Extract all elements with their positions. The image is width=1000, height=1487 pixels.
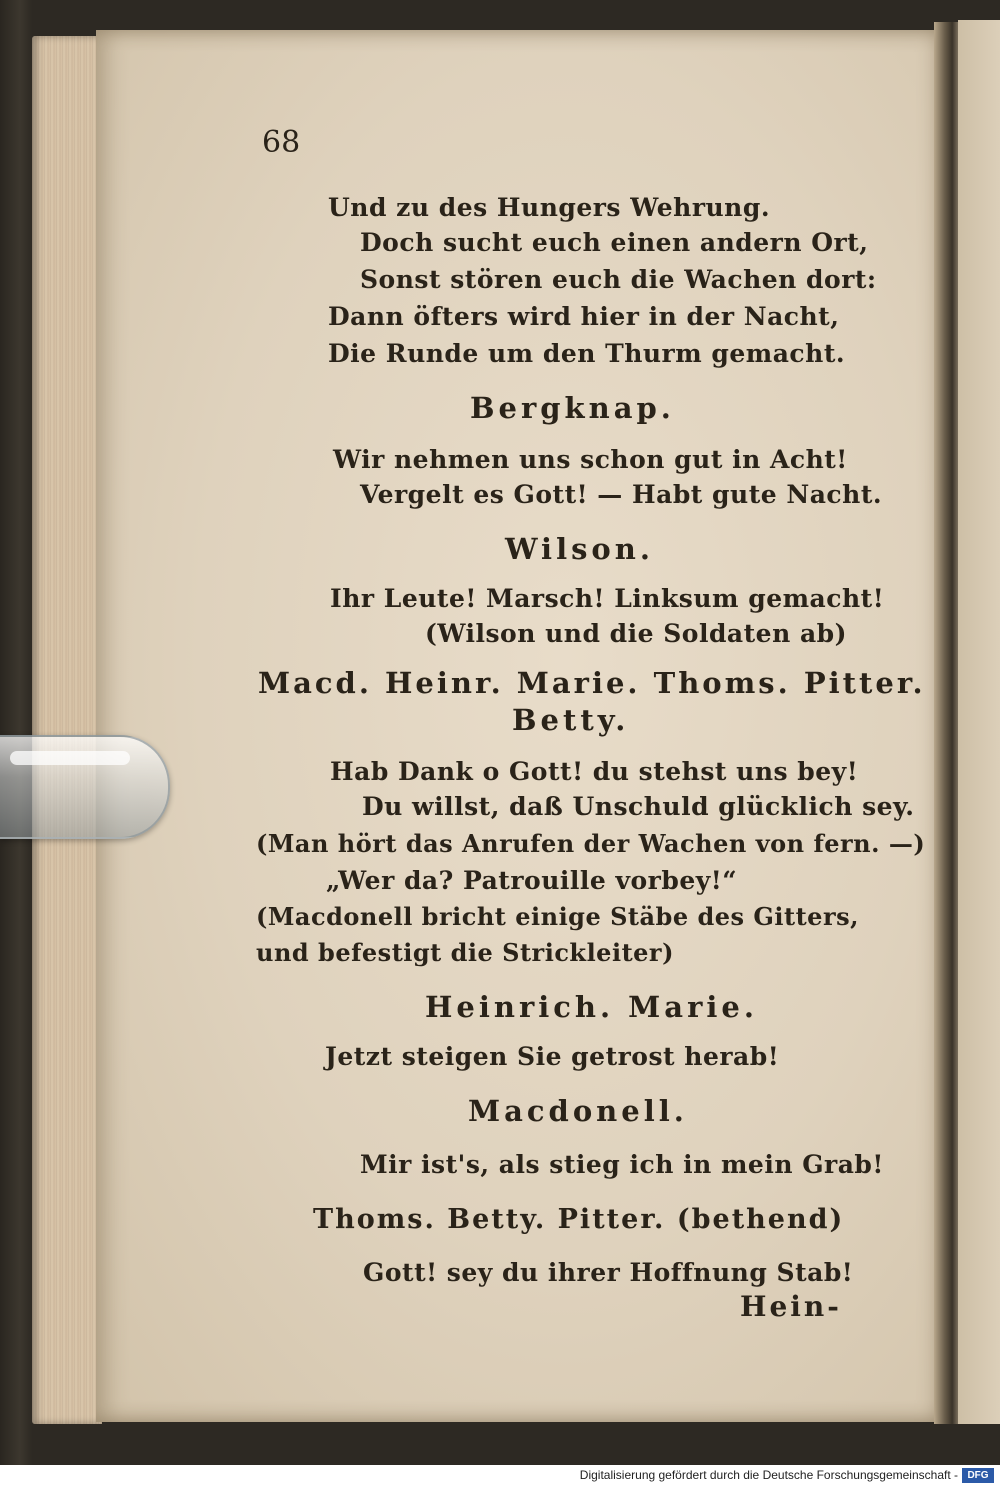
text-line: Jetzt steigen Sie getrost herab! <box>325 1042 780 1071</box>
text-line: „Wer da? Patrouille vorbey!“ <box>326 866 738 895</box>
stage-direction: und befestigt die Strickleiter) <box>256 938 674 967</box>
catchword: Hein- <box>740 1290 842 1323</box>
text-line: Sonst stören euch die Wachen dort: <box>360 265 877 294</box>
glass-page-holder <box>0 735 170 839</box>
book-gutter <box>934 22 960 1424</box>
book-page-edges <box>32 36 102 1424</box>
footer-bar <box>0 1465 1000 1487</box>
text-line: Wir nehmen uns schon gut in Acht! <box>333 445 848 474</box>
text-line: Gott! sey du ihrer Hoffnung Stab! <box>363 1258 854 1287</box>
text-line: Hab Dank o Gott! du stehst uns bey! <box>330 757 859 786</box>
text-line: Mir ist's, als stieg ich in mein Grab! <box>360 1150 884 1179</box>
speaker-name: Macdonell. <box>468 1094 688 1128</box>
text-line: Die Runde um den Thurm gemacht. <box>328 339 846 368</box>
speaker-name: Macd. Heinr. Marie. Thoms. Pitter. <box>258 666 926 700</box>
speaker-name: Thoms. Betty. Pitter. (bethend) <box>313 1204 845 1235</box>
page-number: 68 <box>262 125 301 160</box>
stage-direction: (Man hört das Anrufen der Wachen von fern. —) <box>256 829 926 858</box>
text-line: Dann öfters wird hier in der Nacht, <box>328 302 840 331</box>
text-line: Und zu des Hungers Wehrung. <box>328 193 771 222</box>
text-line: Ihr Leute! Marsch! Linksum gemacht! <box>330 584 885 613</box>
facing-page-edge <box>958 20 1000 1424</box>
speaker-name: Heinrich. Marie. <box>425 990 758 1024</box>
dfg-logo: DFG <box>962 1468 994 1483</box>
text-line: Vergelt es Gott! — Habt gute Nacht. <box>360 480 883 509</box>
speaker-name: Bergknap. <box>470 391 675 425</box>
text-line: Du willst, daß Unschuld glücklich sey. <box>362 792 915 821</box>
text-line: Doch sucht euch einen andern Ort, <box>360 228 869 257</box>
speaker-name: Wilson. <box>505 532 654 566</box>
footer-credit: Digitalisierung gefördert durch die Deutsche Forschungsgemeinschaft - <box>579 1468 958 1482</box>
stage-direction: (Macdonell bricht einige Stäbe des Gitters, <box>256 902 859 931</box>
stage-direction: (Wilson und die Soldaten ab) <box>425 619 847 648</box>
speaker-name: Betty. <box>512 703 630 737</box>
